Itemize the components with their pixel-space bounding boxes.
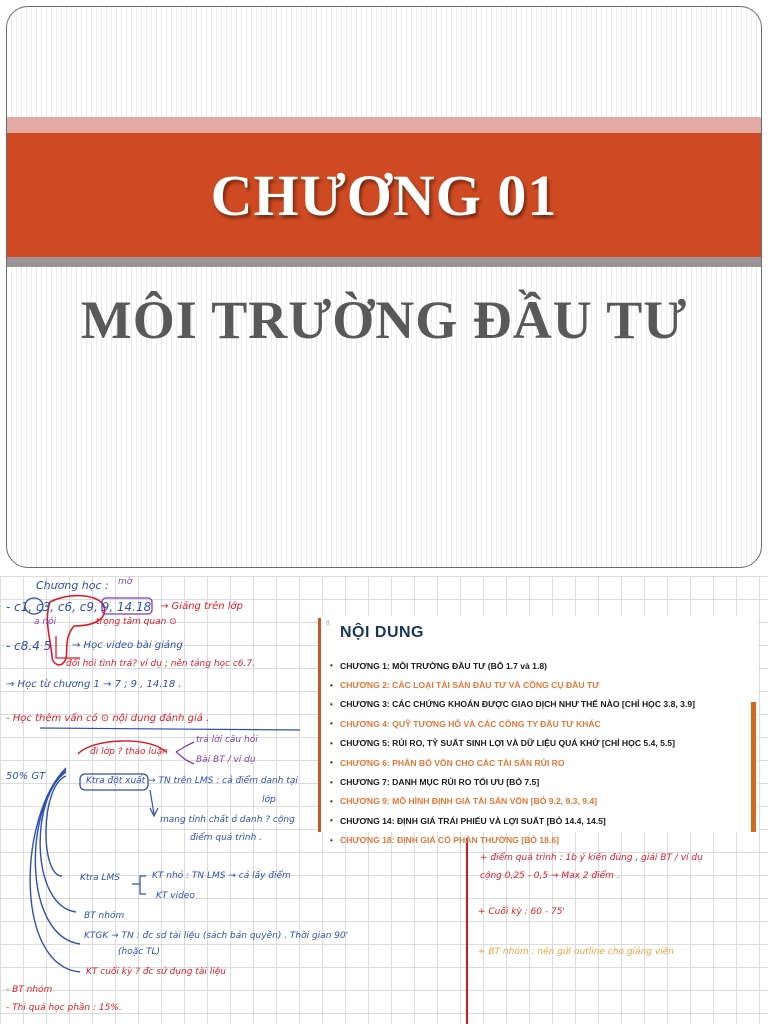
contents-heading: NỘI DUNG — [340, 624, 424, 641]
bullet-icon: • — [330, 816, 333, 826]
bullet-icon: • — [330, 777, 333, 787]
bullet-icon: • — [330, 699, 333, 709]
contents-item-text: CHƯƠNG 3: CÁC CHỨNG KHOÁN ĐƯỢC GIAO DỊCH NHƯ THẾ NÀO [CHỈ HỌC 3.8, 3.9] — [340, 699, 695, 710]
bullet-icon: • — [330, 835, 333, 845]
contents-item — [330, 656, 750, 675]
contents-item — [330, 792, 750, 811]
note-line2-sub: đối hỏi tình trả? ví dụ ; nền tảng học c6.7. — [66, 659, 255, 669]
note-tra-loi: trả lời câu hỏi — [196, 735, 258, 745]
ink-arc-2 — [40, 772, 76, 912]
note-line2-arrow: → Học video bài giảng — [72, 640, 183, 651]
note-hoac-tl: (hoặc TL) — [118, 947, 161, 957]
note-line1-sub: a nói — [34, 617, 57, 627]
contents-item-text: CHƯƠNG 2: CÁC LOẠI TÀI SẢN ĐẦU TƯ VÀ CÔNG CỤ ĐẦU TƯ — [340, 680, 600, 691]
bullet-icon: • — [330, 661, 333, 671]
contents-list — [330, 656, 750, 850]
ink-underline — [40, 728, 300, 730]
note-line1-arrow: → Giảng trên lớp — [160, 601, 244, 612]
slide-title: CHƯƠNG 01 — [210, 162, 558, 228]
ink-arc-4 — [30, 768, 80, 972]
note-ktra: Ktra đột xuất → TN trên LMS : cả điểm danh tại — [86, 776, 298, 786]
contents-item — [330, 772, 750, 791]
note-bai-bt: Bài BT / ví dụ — [196, 755, 256, 765]
bullet-icon: • — [330, 796, 333, 806]
notes-divider-line — [466, 838, 468, 1024]
ink-brace-kt — [132, 876, 146, 894]
note-right-line3: + Cuối kỳ : 60 - 75' — [478, 907, 565, 917]
contents-item — [330, 811, 750, 830]
contents-item-text: CHƯƠNG 4: QUỸ TƯƠNG HỖ VÀ CÁC CÔNG TY ĐẦU TƯ KHÁC — [340, 718, 601, 729]
note-bt-nhom: BT nhóm — [84, 911, 125, 921]
contents-item — [330, 675, 750, 694]
note-dulop: đi lớp ? thảo luận — [90, 747, 168, 757]
slide-subtitle: MÔI TRƯỜNG ĐẦU TƯ — [80, 290, 688, 350]
contents-item — [330, 753, 750, 772]
title-banner — [7, 133, 761, 257]
note-bt-nhom-2: - BT nhóm — [6, 985, 53, 995]
note-kt-nho: KT nhỏ : TN LMS → cả lấy điểm — [152, 871, 291, 881]
bullet-icon: • — [330, 719, 333, 729]
contents-item-text: CHƯƠNG 1: MÔI TRƯỜNG ĐẦU TƯ (BÔ 1.7 và 1.8) — [340, 660, 547, 671]
note-ktra-lms: Ktra LMS — [80, 873, 120, 883]
contents-slide — [318, 616, 758, 846]
handwritten-notes — [0, 576, 768, 1024]
note-diem-qua: điểm quá trình . — [190, 833, 263, 843]
contents-item-text: CHƯƠNG 6: PHÂN BỔ VỐN CHO CÁC TÀI SẢN RỦI RO — [340, 757, 565, 768]
note-thi-qua: - Thi quá học phần : 15%. — [6, 1003, 122, 1013]
note-mang-tinh: mang tính chất ở danh ? cộng — [160, 815, 295, 825]
contents-item-text: CHƯƠNG 5: RỦI RO, TỶ SUẤT SINH LỢI VÀ DỮ LIỆU QUÁ KHỨ [CHỈ HỌC 5.4, 5.5] — [340, 738, 675, 749]
note-kt-cuoi: KT cuối kỳ ? đc sử dụng tài liệu — [86, 967, 226, 977]
contents-item — [330, 831, 750, 850]
note-line3: → Học từ chương 1 → 7 ; 9 , 14.18 . — [6, 679, 182, 690]
contents-item — [330, 734, 750, 753]
banner-top-stripe — [7, 117, 761, 133]
note-chuong-hoc: Chương học : — [36, 579, 109, 592]
banner-bottom-stripe — [7, 257, 761, 267]
contents-item-text: CHƯƠNG 14: ĐỊNH GIÁ TRÁI PHIẾU VÀ LỢI SUẤT [BỎ 14.4, 14.5] — [340, 815, 606, 826]
contents-right-bar — [751, 702, 756, 832]
bullet-icon: • — [330, 680, 333, 690]
contents-item-text: CHƯƠNG 9: MÔ HÌNH ĐỊNH GIÁ TÀI SẢN VỐN [BỎ 9.2, 9.3, 9.4] — [340, 796, 598, 807]
note-line2: - c8.4 5 — [6, 639, 52, 653]
note-percent: 50% GT — [6, 771, 46, 782]
note-right-line1: + điểm quá trình : 1b ý kiến đúng , giải BT / ví dụ — [480, 853, 703, 863]
contents-item — [330, 714, 750, 733]
note-ktgk: KTGK → TN : đc sd tài liệu (sách bản quyền) . Thời gian 90' — [84, 931, 349, 941]
note-right-line2: cộng 0,25 - 0,5 → Max 2 điểm . — [480, 871, 620, 881]
bullet-icon: • — [330, 758, 333, 768]
note-lop: lớp — [262, 795, 276, 805]
note-line1: - c1, c3, c6, c9, 9, 14.18 — [6, 600, 152, 614]
note-right-line4: + BT nhóm : nên gửi outline cho giảng viên — [478, 947, 674, 957]
note-line1-tag: trọng tâm quan ⊙ — [96, 617, 177, 627]
note-line4: - Học thêm vấn có ⊙ nội dung đánh giá . — [6, 713, 210, 724]
title-slide — [6, 6, 762, 568]
contents-item-text: CHƯƠNG 7: DANH MỤC RỦI RO TỐI ƯU [BỎ 7.5] — [340, 777, 540, 788]
contents-item-text: CHƯƠNG 18: ĐỊNH GIÁ CỔ PHẦN THƯỜNG [BỎ 18.6] — [340, 835, 559, 846]
bullet-icon: • — [330, 738, 333, 748]
ink-arc-3 — [35, 770, 80, 944]
contents-mark: tt — [326, 620, 330, 627]
contents-left-bar — [318, 618, 321, 832]
note-kt-video: KT video — [156, 891, 195, 901]
ink-arrow-down — [150, 790, 158, 816]
ink-brace — [176, 742, 194, 764]
contents-item — [330, 695, 750, 714]
note-chuong-hoc-mark: mờ — [118, 577, 133, 587]
